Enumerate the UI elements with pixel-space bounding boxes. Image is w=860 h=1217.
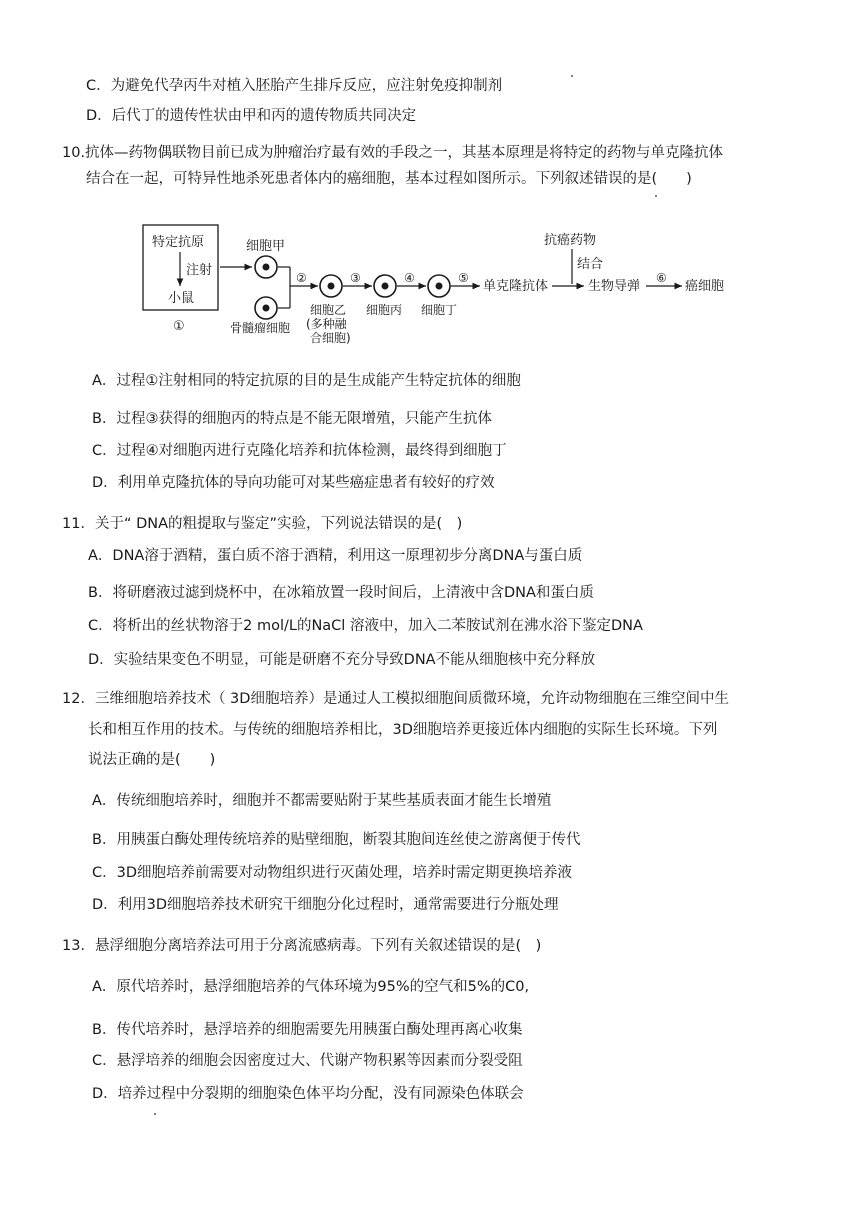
q11-option-c: C．将析出的丝状物溶于2 mol/L的NaCl 溶液中，加入二苯胺试剂在沸水浴下鉴定DNA [88, 618, 643, 634]
missile-label: 生物导弹 [588, 279, 641, 294]
q10-stem-line1: 10.抗体—药物偶联物目前已成为肿瘤治疗最有效的手段之一，其基本原理是将特定的药物与单克隆抗体 [62, 145, 724, 161]
cell-c-label: 细胞丙 [366, 303, 403, 317]
drug-label: 抗癌药物 [544, 233, 597, 248]
q12-option-a: A．传统细胞培养时，细胞并不都需要贴附于某些基质表面才能生长增殖 [92, 793, 552, 809]
q11-stem: 11．关于“ DNA的粗提取与鉴定”实验，下列说法错误的是( ) [62, 516, 463, 532]
q11-option-b: B．将研磨液过滤到烧杯中，在冰箱放置一段时间后，上清液中含DNA和蛋白质 [88, 585, 594, 601]
q12-stem-line3: 说法正确的是( ) [88, 752, 216, 768]
cell-b-note2: 合细胞) [310, 331, 351, 345]
q13-option-b: B．传代培养时，悬浮培养的细胞需要先用胰蛋白酶处理再离心收集 [92, 1022, 523, 1038]
q11-option-a: A．DNA溶于酒精，蛋白质不溶于酒精，利用这一原理初步分离DNA与蛋白质 [88, 548, 583, 564]
step2-label: ② [296, 271, 307, 285]
mab-label: 单克隆抗体 [483, 279, 549, 294]
q12-option-b: B．用胰蛋白酶处理传统培养的贴壁细胞，断裂其胞间连丝使之游离便于传代 [92, 832, 581, 848]
cancer-cell-label: 癌细胞 [685, 279, 725, 294]
scan-dot [655, 195, 657, 197]
q10-stem-line2: 结合在一起，可特异性地杀死患者体内的癌细胞，基本过程如图所示。下列叙述错误的是( ) [86, 171, 692, 187]
combine-label: 结合 [577, 257, 604, 272]
q9-option-c: C．为避免代孕丙牛对植入胚胎产生排斥反应，应注射免疫抑制剂 [86, 78, 503, 94]
step5-label: ⑤ [458, 271, 469, 285]
q13-stem: 13．悬浮细胞分离培养法可用于分离流感病毒。下列有关叙述错误的是( ) [62, 938, 542, 954]
q12-stem-line1: 12．三维细胞培养技术（ 3D细胞培养）是通过人工模拟细胞间质微环境，允许动物细胞在三维空间中生 [62, 691, 729, 707]
box-mouse-label: 小鼠 [168, 291, 195, 306]
q10-option-c: C．过程④对细胞丙进行克隆化培养和抗体检测，最终得到细胞丁 [92, 443, 507, 459]
box-inject-label: 注射 [186, 263, 213, 278]
step6-label: ⑥ [656, 271, 667, 285]
cell-b-note1: (多种融 [306, 317, 347, 331]
q10-option-b: B．过程③获得的细胞丙的特点是不能无限增殖，只能产生抗体 [92, 411, 492, 427]
cell-d-label: 细胞丁 [421, 303, 458, 317]
q13-option-d: D．培养过程中分裂期的细胞染色体平均分配，没有同源染色体联会 [92, 1086, 524, 1102]
scan-dot [571, 75, 573, 77]
cell-b-label: 细胞乙 [310, 303, 347, 317]
q11-option-d: D．实验结果变色不明显，可能是研磨不充分导致DNA不能从细胞核中充分释放 [88, 652, 596, 668]
scan-dot [154, 1113, 156, 1115]
step1-label: ① [173, 319, 185, 334]
step3-label: ③ [350, 271, 361, 285]
q12-option-d: D．利用3D细胞培养技术研究干细胞分化过程时，通常需要进行分瓶处理 [92, 897, 559, 913]
cell-a-label: 细胞甲 [246, 239, 286, 254]
q13-option-c: C．悬浮培养的细胞会因密度过大、代谢产物积累等因素而分裂受阻 [92, 1053, 523, 1069]
q10-process-diagram [140, 222, 740, 352]
box-antigen-label: 特定抗原 [152, 235, 205, 250]
step4-label: ④ [404, 271, 415, 285]
q10-option-a: A．过程①注射相同的特定抗原的目的是生成能产生特定抗体的细胞 [92, 373, 521, 389]
q13-option-a: A．原代培养时，悬浮细胞培养的气体环境为95%的空气和5%的C0, [92, 979, 530, 995]
q12-stem-line2: 长和相互作用的技术。与传统的细胞培养相比，3D细胞培养更接近体内细胞的实际生长环境。下列 [88, 722, 718, 738]
q12-option-c: C．3D细胞培养前需要对动物组织进行灭菌处理，培养时需定期更换培养液 [92, 865, 573, 881]
q9-option-d: D．后代丁的遗传性状由甲和丙的遗传物质共同决定 [86, 108, 417, 124]
myeloma-label: 骨髓瘤细胞 [230, 321, 291, 335]
q10-option-d: D．利用单克隆抗体的导向功能可对某些癌症患者有较好的疗效 [92, 475, 495, 491]
